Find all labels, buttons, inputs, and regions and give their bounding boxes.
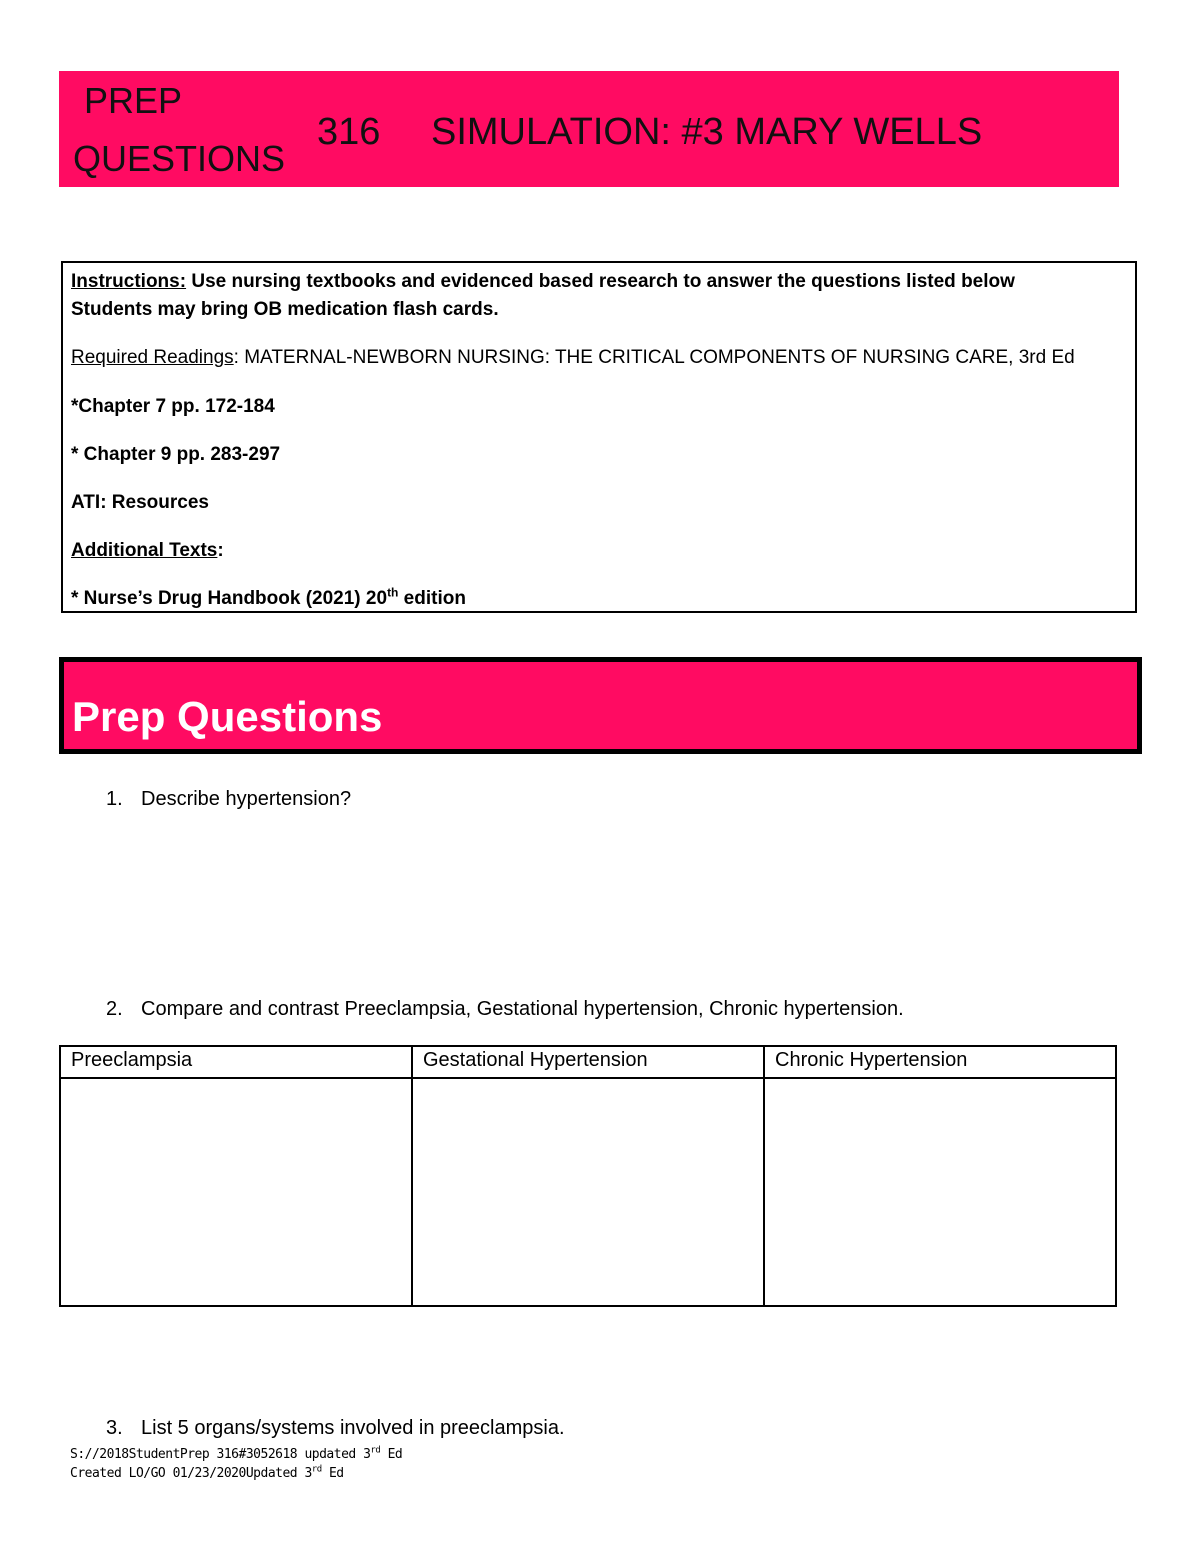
footer-line-1-suffix: Ed — [380, 1447, 403, 1462]
header-preeclampsia: Preeclampsia — [60, 1046, 412, 1078]
required-colon: : — [233, 347, 239, 368]
cell-chronic-hypertension[interactable] — [764, 1078, 1116, 1306]
header-prep: PREP — [84, 80, 183, 121]
cell-gestational-hypertension[interactable] — [412, 1078, 764, 1306]
header-gestational-hypertension: Gestational Hypertension — [412, 1046, 764, 1078]
header-chronic-hypertension: Chronic Hypertension — [764, 1046, 1116, 1078]
question-1-number: 1. — [106, 788, 123, 810]
required-readings-text: MATERNAL-NEWBORN NURSING: THE CRITICAL COMPONENTS OF NURSING CARE, 3rd Ed — [238, 347, 1075, 368]
prep-questions-title: Prep Questions — [72, 693, 383, 740]
footer-line-1-prefix: S://2018StudentPrep 316#3052618 updated 3 — [70, 1447, 371, 1462]
header-simulation-title: SIMULATION: #3 MARY WELLS — [431, 111, 983, 153]
footer-line-1-sup: rd — [370, 1445, 381, 1456]
table-header-row — [60, 1046, 1116, 1078]
footer-line-2 — [70, 1465, 344, 1483]
additional-colon: : — [217, 540, 224, 561]
handbook-prefix: * Nurse’s Drug Handbook (2021) 20 — [71, 588, 388, 609]
header-course-number: 316 — [317, 111, 381, 153]
required-readings-label: Required Readings — [71, 347, 234, 368]
instructions-line-2: Students may bring OB medication flash cards. — [71, 299, 499, 320]
table-row — [60, 1078, 1116, 1306]
instructions-text-1: Use nursing textbooks and evidenced based research to answer the questions listed below — [186, 271, 1015, 292]
instructions-line-1 — [71, 269, 1015, 295]
question-3-number: 3. — [106, 1417, 123, 1439]
additional-texts — [71, 538, 224, 564]
handbook-suffix: edition — [398, 588, 466, 609]
header-questions: QUESTIONS — [73, 138, 286, 179]
additional-texts-label: Additional Texts — [71, 540, 218, 561]
question-2-number: 2. — [106, 998, 123, 1020]
question-1-text: Describe hypertension? — [141, 788, 352, 810]
footer-line-2-suffix: Ed — [321, 1466, 344, 1481]
handbook-sup: th — [387, 585, 399, 600]
drug-handbook — [71, 586, 466, 612]
chapter-9: * Chapter 9 pp. 283-297 — [71, 444, 281, 465]
instructions-box — [61, 261, 1137, 613]
footer-line-1 — [70, 1446, 402, 1464]
header-banner — [59, 71, 1119, 187]
cell-preeclampsia[interactable] — [60, 1078, 412, 1306]
instructions-label: Instructions: — [71, 271, 187, 292]
footer-line-2-prefix: Created LO/GO 01/23/2020Updated 3 — [70, 1466, 312, 1481]
question-3-text: List 5 organs/systems involved in preeclampsia. — [141, 1417, 565, 1439]
comparison-table — [59, 1045, 1117, 1307]
required-readings — [71, 345, 1075, 371]
prep-questions-banner — [59, 657, 1142, 754]
question-2-text: Compare and contrast Preeclampsia, Gestational hypertension, Chronic hypertension. — [141, 998, 904, 1020]
footer-line-2-sup: rd — [311, 1464, 322, 1475]
chapter-7: *Chapter 7 pp. 172-184 — [71, 396, 275, 417]
ati-resources: ATI: Resources — [71, 492, 209, 513]
